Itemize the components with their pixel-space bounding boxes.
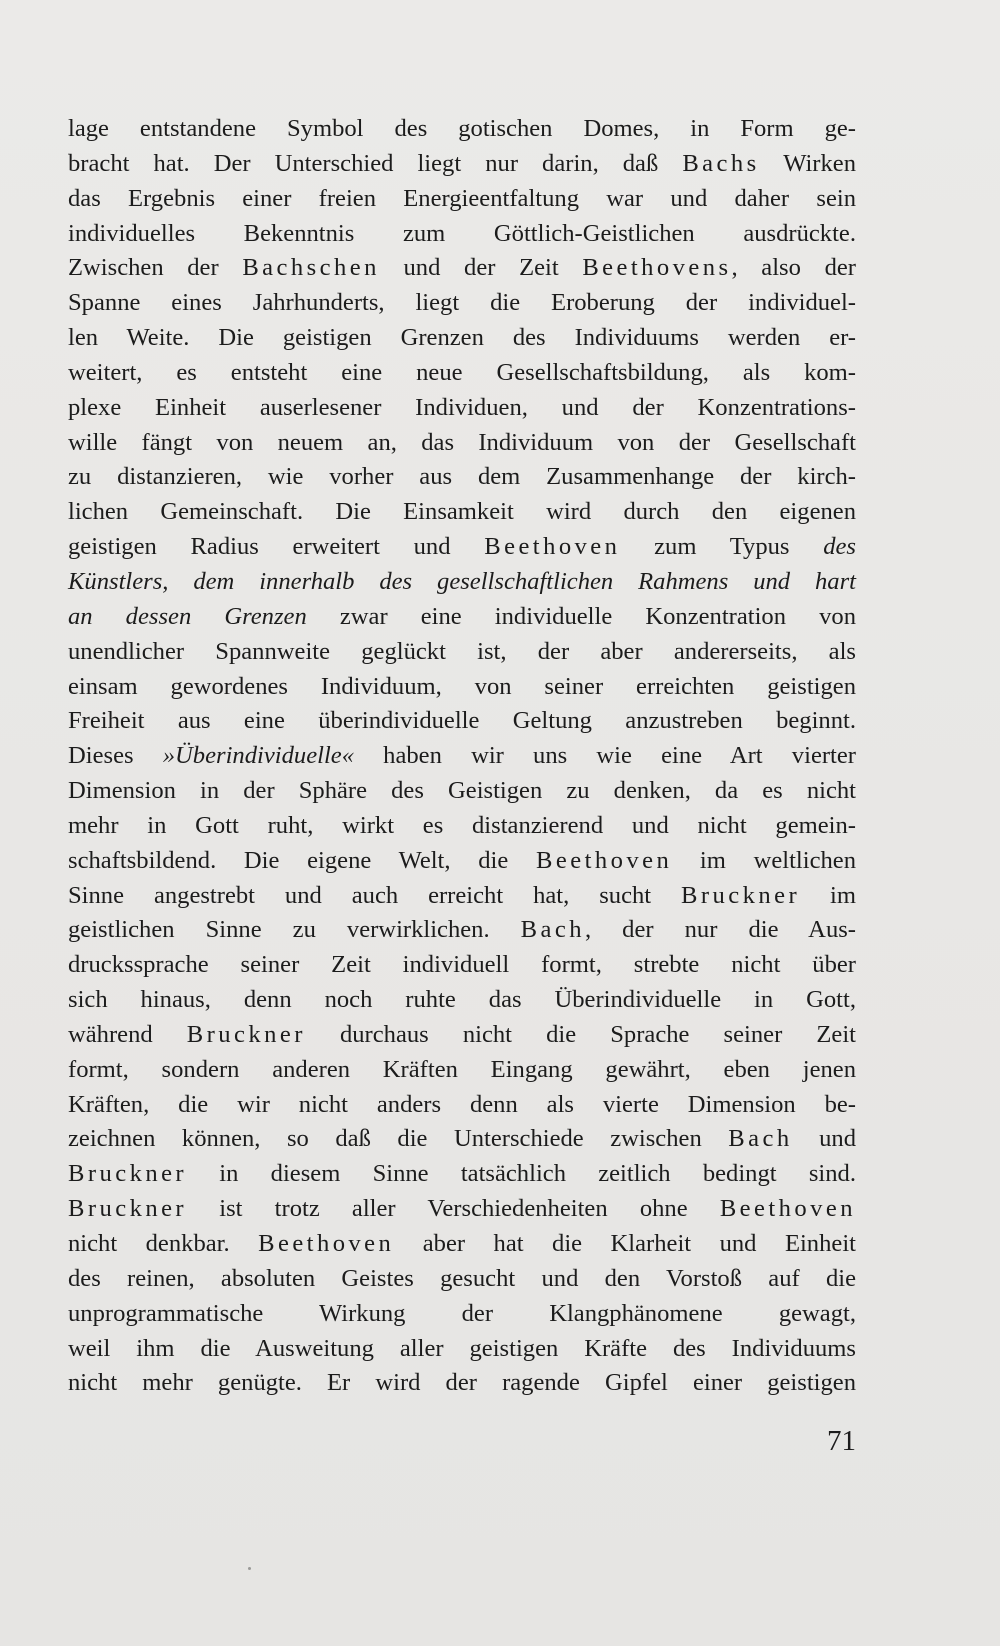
text-line: während Bruckner durchaus nicht die Sprache seiner Zeit bbox=[68, 1020, 856, 1048]
spaced-name: Bruckner bbox=[68, 1160, 188, 1188]
text-line bbox=[68, 565, 856, 600]
text-line: an dessen Grenzen zwar eine individuelle Konzentration von bbox=[68, 602, 857, 630]
italic-phrase: Künstlers, dem innerhalb des gesellschaftlichen Rahmens und hart bbox=[68, 567, 856, 595]
page-number: 71 bbox=[827, 1425, 856, 1457]
text-line: zu distanzieren, wie vorher aus dem Zusammenhange der kirch- bbox=[68, 463, 856, 491]
text-line: sich hinaus, denn noch ruhte das Überindividuelle in Gott, bbox=[68, 986, 856, 1014]
text-line: geistigen Radius erweitert und Beethoven zum Typus des bbox=[68, 533, 856, 561]
text-line: lichen Gemeinschaft. Die Einsamkeit wird durch den eigenen bbox=[68, 498, 856, 526]
text-line: Freiheit aus eine überindividuelle Geltung anzustreben beginnt. bbox=[68, 707, 856, 735]
text-line: wille fängt von neuem an, das Individuum von der Gesellschaft bbox=[68, 428, 856, 456]
text-line: plexe Einheit auserlesener Individuen, und der Konzentrations- bbox=[68, 393, 856, 421]
spaced-name: Bruckner bbox=[186, 1020, 306, 1048]
text-line: druckssprache seiner Zeit individuell formt, strebte nicht über bbox=[68, 951, 856, 979]
spaced-name: Bruckner bbox=[681, 881, 801, 909]
text-line: schaftsbildend. Die eigene Welt, die Beethoven im weltlichen bbox=[68, 846, 856, 874]
text-line: weitert, es entsteht eine neue Gesellschaftsbildung, als kom- bbox=[68, 358, 856, 386]
text-line: das Ergebnis einer freien Energieentfaltung war und daher sein bbox=[68, 184, 856, 212]
text-line: weil ihm die Ausweitung aller geistigen Kräfte des Individuums bbox=[68, 1334, 856, 1362]
text-line: individuelles Bekenntnis zum Göttlich-Geistlichen ausdrückte. bbox=[68, 219, 856, 247]
paper-speck bbox=[248, 1567, 251, 1570]
spaced-name: Beethoven bbox=[536, 846, 673, 874]
text-line: formt, sondern anderen Kräften Eingang gewährt, eben jenen bbox=[68, 1055, 856, 1083]
text-line: Zwischen der Bachschen und der Zeit Beethovens, also der bbox=[68, 254, 856, 282]
text-line: Bruckner in diesem Sinne tatsächlich zeitlich bedingt sind. bbox=[68, 1160, 856, 1188]
text-line: des reinen, absoluten Geistes gesucht und den Vorstoß auf die bbox=[68, 1264, 856, 1292]
body-text bbox=[68, 112, 856, 1401]
spaced-name: Bach bbox=[728, 1125, 793, 1153]
italic-phrase: »Überindividuelle« bbox=[162, 742, 354, 770]
spaced-name: Beethovens bbox=[582, 254, 732, 282]
spaced-name: Beethoven bbox=[258, 1230, 395, 1257]
text-line: bracht hat. Der Unterschied liegt nur darin, daß Bachs Wirken bbox=[68, 149, 856, 177]
italic-phrase: an dessen Grenzen bbox=[68, 602, 307, 630]
text-line: len Weite. Die geistigen Grenzen des Individuums werden er- bbox=[68, 324, 856, 352]
spaced-name: Bach bbox=[520, 916, 585, 944]
text-line: lage entstandene Symbol des gotischen Domes, in Form ge- bbox=[68, 115, 856, 142]
spaced-name: Beethoven bbox=[719, 1195, 856, 1223]
text-line: Bruckner ist trotz aller Verschiedenheiten ohne Beethoven bbox=[68, 1195, 856, 1223]
italic-phrase: des bbox=[823, 533, 856, 561]
spaced-name: Bruckner bbox=[68, 1195, 188, 1223]
text-line: Dimension in der Sphäre des Geistigen zu denken, da es nicht bbox=[68, 777, 856, 805]
text-line: zeichnen können, so daß die Unterschiede zwischen Bach und bbox=[68, 1125, 856, 1153]
text-line: unendlicher Spannweite geglückt ist, der aber andererseits, als bbox=[68, 637, 856, 665]
text-line: mehr in Gott ruht, wirkt es distanzierend und nicht gemein- bbox=[68, 811, 856, 839]
text-line: einsam gewordenes Individuum, von seiner erreichten geistigen bbox=[68, 672, 856, 700]
text-line: Spanne eines Jahrhunderts, liegt die Eroberung der individuel- bbox=[68, 289, 856, 317]
text-line: Sinne angestrebt und auch erreicht hat, sucht Bruckner im bbox=[68, 881, 856, 909]
text-line: geistlichen Sinne zu verwirklichen. Bach, der nur die Aus- bbox=[68, 916, 856, 944]
spaced-name: Bachs bbox=[682, 149, 760, 177]
spaced-name: Bachschen bbox=[242, 254, 380, 282]
text-line: nicht denkbar. Beethoven aber hat die Klarheit und Einheit bbox=[68, 1230, 856, 1257]
text-line: nicht mehr genügte. Er wird der ragende Gipfel einer geistigen bbox=[68, 1369, 856, 1397]
text-line: unprogrammatische Wirkung der Klangphänomene gewagt, bbox=[68, 1299, 856, 1327]
text-line: Dieses »Überindividuelle« haben wir uns wie eine Art vierter bbox=[68, 742, 856, 770]
text-line: Kräften, die wir nicht anders denn als vierte Dimension be- bbox=[68, 1090, 856, 1118]
spaced-name: Beethoven bbox=[484, 533, 621, 561]
